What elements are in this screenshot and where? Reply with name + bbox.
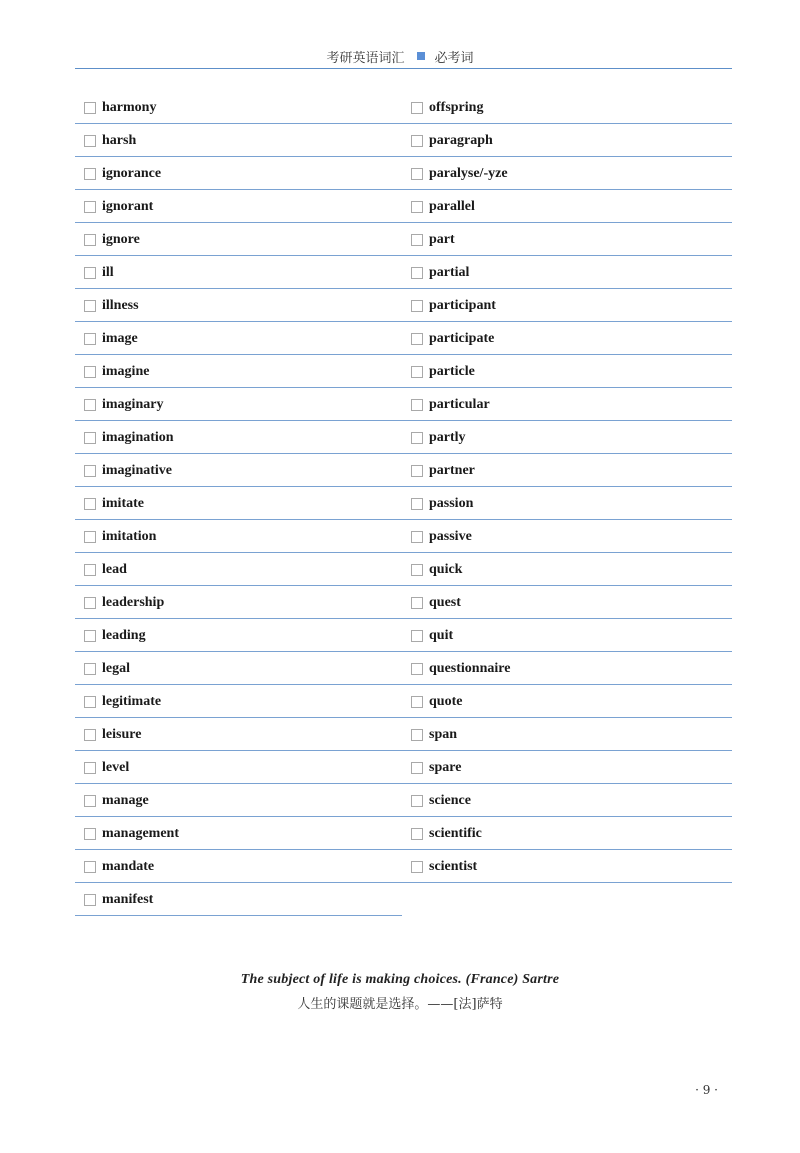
- section-title: 必考词: [434, 50, 474, 66]
- vocab-word: manage: [102, 792, 149, 808]
- vocab-word: parallel: [429, 198, 475, 214]
- vocab-word: harmony: [102, 99, 157, 115]
- checkbox[interactable]: [411, 531, 423, 543]
- checkbox[interactable]: [411, 696, 423, 708]
- vocab-word: legitimate: [102, 693, 162, 709]
- word-row: [75, 752, 402, 784]
- vocab-word: partly: [429, 429, 466, 445]
- word-row: [402, 224, 732, 256]
- vocab-word: quote: [429, 693, 463, 709]
- square-bullet-icon: [417, 52, 425, 60]
- word-row: [75, 620, 402, 652]
- checkbox[interactable]: [411, 597, 423, 609]
- checkbox[interactable]: [411, 333, 423, 345]
- right-word-column: [402, 92, 732, 884]
- checkbox[interactable]: [411, 564, 423, 576]
- word-row: [402, 323, 732, 355]
- vocab-word: ignore: [102, 231, 140, 247]
- checkbox[interactable]: [411, 267, 423, 279]
- word-row: [402, 653, 732, 685]
- checkbox[interactable]: [411, 432, 423, 444]
- checkbox[interactable]: [84, 861, 96, 873]
- checkbox[interactable]: [411, 135, 423, 147]
- word-row: [75, 356, 402, 388]
- word-row: [75, 851, 402, 883]
- checkbox[interactable]: [84, 201, 96, 213]
- word-row: [402, 851, 732, 883]
- checkbox[interactable]: [84, 102, 96, 114]
- vocab-word: mandate: [102, 858, 155, 874]
- vocab-word: science: [429, 792, 471, 808]
- vocab-word: offspring: [429, 99, 484, 115]
- checkbox[interactable]: [411, 234, 423, 246]
- vocab-word: management: [102, 825, 179, 841]
- vocab-word: ignorant: [102, 198, 154, 214]
- word-row: [75, 290, 402, 322]
- word-row: [75, 587, 402, 619]
- vocab-word: harsh: [102, 132, 137, 148]
- checkbox[interactable]: [84, 168, 96, 180]
- checkbox[interactable]: [411, 366, 423, 378]
- checkbox[interactable]: [84, 333, 96, 345]
- word-row: [402, 785, 732, 817]
- word-row: [75, 158, 402, 190]
- vocab-word: ill: [102, 264, 114, 280]
- checkbox[interactable]: [411, 300, 423, 312]
- vocab-word: scientist: [429, 858, 478, 874]
- checkbox[interactable]: [411, 795, 423, 807]
- word-row: [75, 422, 402, 454]
- vocab-word: partial: [429, 264, 470, 280]
- word-row: [75, 488, 402, 520]
- vocab-word: quest: [429, 594, 461, 610]
- vocab-word: particular: [429, 396, 490, 412]
- checkbox[interactable]: [84, 498, 96, 510]
- vocab-word: paralyse/-yze: [429, 165, 508, 181]
- vocab-word: legal: [102, 660, 130, 676]
- checkbox[interactable]: [84, 894, 96, 906]
- vocab-word: quit: [429, 627, 454, 643]
- word-row: [75, 191, 402, 223]
- vocab-word: imagination: [102, 429, 174, 445]
- word-row: [75, 257, 402, 289]
- vocab-word: lead: [102, 561, 127, 577]
- checkbox[interactable]: [84, 630, 96, 642]
- vocab-word: span: [429, 726, 458, 742]
- checkbox[interactable]: [411, 729, 423, 741]
- word-row: [75, 818, 402, 850]
- word-row: [75, 719, 402, 751]
- word-row: [75, 785, 402, 817]
- checkbox[interactable]: [84, 828, 96, 840]
- word-row: [402, 818, 732, 850]
- word-row: [402, 422, 732, 454]
- checkbox[interactable]: [411, 498, 423, 510]
- vocab-word: leadership: [102, 594, 165, 610]
- vocab-word: particle: [429, 363, 475, 379]
- vocab-word: participate: [429, 330, 495, 346]
- word-row: [402, 719, 732, 751]
- vocab-word: imitate: [102, 495, 144, 511]
- quote-english: The subject of life is making choices. (France) Sartre: [240, 972, 560, 987]
- word-row: [75, 521, 402, 553]
- vocab-word: illness: [102, 297, 139, 313]
- running-header: [0, 44, 800, 68]
- checkbox[interactable]: [411, 399, 423, 411]
- vocab-word: quick: [429, 561, 463, 577]
- checkbox[interactable]: [84, 465, 96, 477]
- checkbox[interactable]: [411, 861, 423, 873]
- checkbox[interactable]: [84, 399, 96, 411]
- vocab-word: imitation: [102, 528, 157, 544]
- checkbox[interactable]: [84, 531, 96, 543]
- checkbox[interactable]: [411, 762, 423, 774]
- checkbox[interactable]: [411, 828, 423, 840]
- page-number: · 9 ·: [695, 1083, 718, 1097]
- checkbox[interactable]: [84, 432, 96, 444]
- vocab-word: partner: [429, 462, 475, 478]
- word-row: [402, 92, 732, 124]
- vocab-word: imaginative: [102, 462, 172, 478]
- vocab-word: passion: [429, 495, 474, 511]
- checkbox[interactable]: [84, 564, 96, 576]
- word-row: [402, 290, 732, 322]
- word-row: [402, 158, 732, 190]
- vocab-word: image: [102, 330, 138, 346]
- checkbox[interactable]: [411, 630, 423, 642]
- word-row: [402, 521, 732, 553]
- vocab-word: level: [102, 759, 130, 775]
- checkbox[interactable]: [411, 663, 423, 675]
- word-row: [75, 92, 402, 124]
- word-row: [402, 455, 732, 487]
- vocab-word: part: [429, 231, 455, 247]
- header-rule: [75, 68, 732, 69]
- checkbox[interactable]: [84, 729, 96, 741]
- word-row: [402, 356, 732, 388]
- vocab-word: leisure: [102, 726, 142, 742]
- vocab-word: passive: [429, 528, 472, 544]
- vocab-word: ignorance: [102, 165, 162, 181]
- checkbox[interactable]: [411, 102, 423, 114]
- word-row: [402, 587, 732, 619]
- word-row: [75, 884, 402, 916]
- word-row: [75, 323, 402, 355]
- word-row: [402, 554, 732, 586]
- word-row: [75, 125, 402, 157]
- word-row: [75, 389, 402, 421]
- checkbox[interactable]: [84, 267, 96, 279]
- word-row: [75, 554, 402, 586]
- word-row: [75, 653, 402, 685]
- word-row: [402, 686, 732, 718]
- word-row: [402, 191, 732, 223]
- checkbox[interactable]: [84, 234, 96, 246]
- vocab-word: imagine: [102, 363, 150, 379]
- vocab-word: scientific: [429, 825, 482, 841]
- checkbox[interactable]: [84, 795, 96, 807]
- word-row: [402, 125, 732, 157]
- vocab-word: participant: [429, 297, 496, 313]
- vocab-word: manifest: [102, 891, 154, 907]
- word-row: [402, 620, 732, 652]
- left-word-column: [75, 92, 402, 917]
- checkbox[interactable]: [84, 300, 96, 312]
- word-row: [75, 686, 402, 718]
- vocab-word: leading: [102, 627, 146, 643]
- word-row: [75, 455, 402, 487]
- word-row: [75, 224, 402, 256]
- word-row: [402, 752, 732, 784]
- vocab-word: questionnaire: [429, 660, 511, 676]
- book-title: 考研英语词汇: [326, 50, 405, 66]
- word-row: [402, 488, 732, 520]
- word-row: [402, 257, 732, 289]
- checkbox[interactable]: [84, 696, 96, 708]
- checkbox[interactable]: [84, 663, 96, 675]
- checkbox[interactable]: [84, 366, 96, 378]
- vocab-word: spare: [429, 759, 462, 775]
- word-row: [402, 389, 732, 421]
- checkbox[interactable]: [411, 465, 423, 477]
- checkbox[interactable]: [411, 201, 423, 213]
- quote-chinese: 人生的课题就是选择。——[法]萨特: [297, 997, 503, 1012]
- checkbox[interactable]: [411, 168, 423, 180]
- checkbox[interactable]: [84, 762, 96, 774]
- checkbox[interactable]: [84, 135, 96, 147]
- vocab-word: imaginary: [102, 396, 164, 412]
- vocab-word: paragraph: [429, 132, 493, 148]
- checkbox[interactable]: [84, 597, 96, 609]
